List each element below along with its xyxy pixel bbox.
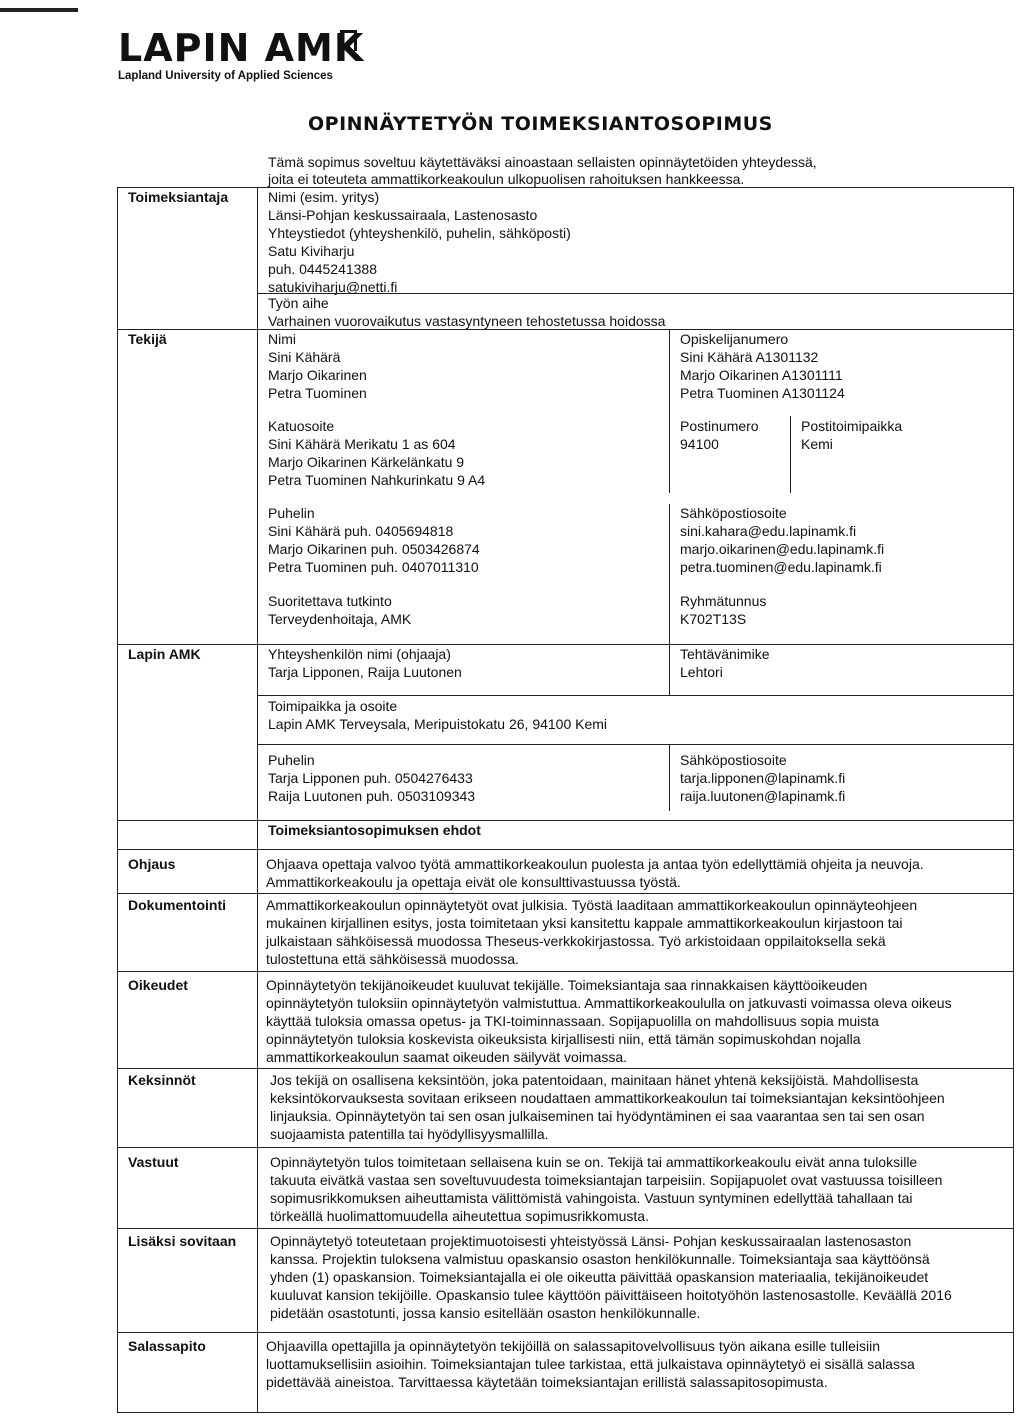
- supervisor-emails: Sähköpostiosoite tarja.lipponen@lapinamk.fi raija.luutonen@lapinamk.fi: [680, 752, 846, 804]
- lapin-amk-label: Lapin AMK: [128, 646, 201, 662]
- term-text-lisaksi-sovitaan: Opinnäytetyö toteutetaan projektimuotoisesti yhteistyössä Länsi- Pohjan keskussairaalan lastenosaston kanssa. Projektin tuloksena valmistuu opaskansio osaston henkilökunnalle. Toimeksiantaja saa käyttöönsä yhden (1) opaskansion. Toimeksiantajalla ei ole oikeutta päivittää opaskansion materiaalia, tekijänoikeudet kuuluvat kansion tekijöille. Opaskansio tulee käyttöön päivittäiseen hoitotyöhön lastenosastolle. Keväällä 2016 pidetään osastotunti, jossa kansio esitellään osaston henkilökunnalle.: [270, 1233, 952, 1321]
- term-text-dokumentointi: Ammattikorkeakoulun opinnäytetyöt ovat julkisia. Työstä laaditaan ammattikorkeakoulun opinnäyteohjeen mukainen kirjallinen esitys, josta toimitetaan yksi kansitettu kappale ammattikorkeakoulun kirjastoon tai julkaistaan sähköisessä muodossa Theseus-verkkokirjastossa. Työ arkistoidaan oppilaitoksella sekä tulostettuna että sähköisessä muodossa.: [266, 897, 918, 967]
- degree: Suoritettava tutkinto Terveydenhoitaja, AMK: [268, 593, 412, 627]
- term-text-keksinnot: Jos tekijä on osallisena keksintöön, joka patentoidaan, mainitaan hänet yhtenä keksijöistä. Mahdollisesta keksintökorvauksesta sovitaan erikseen noudattaen ammattikorkeakoulun tai toimeksiantajan keksintöohjeen linjauksia. Opinnäytetyön tai sen osan julkaiseminen tai hyödyntäminen ei saa vaarantaa sen tai sen osan suojaamista patentilla tai hyödyllisyysmallilla.: [270, 1072, 945, 1142]
- post-office: Postitoimipaikka Kemi: [801, 418, 903, 452]
- work-topic: Työn aihe Varhainen vuorovaikutus vastasyntyneen tehostetussa hoidossa: [268, 295, 666, 329]
- term-text-vastuut: Opinnäytetyön tulos toimitetaan sellaisena kuin se on. Tekijä tai ammattikorkeakoulu eivät anna tuloksille takuuta eivätkä vastaa sen soveltuvuudesta toimeksiantajan tarpeisiin. Sopijapuolet ovat vastuussa toisilleen sopimusrikkomuksen aiheuttamista välittömistä vahingoista. Vastuun syntyminen edellyttää tahallaan tai törkeällä huolimattomuudella aiheutettua sopimusrikkomusta.: [270, 1154, 943, 1224]
- job-title: Tehtävänimike Lehtori: [680, 646, 770, 680]
- author-emails: Sähköpostiosoite sini.kahara@edu.lapinamk.fi marjo.oikarinen@edu.lapinamk.fi petra.tuominen@edu.lapinamk.fi: [680, 505, 885, 575]
- student-numbers: Opiskelijanumero Sini Kähärä A1301132 Marjo Oikarinen A1301111 Petra Tuominen A1301124: [680, 331, 845, 401]
- term-label-keksinnot: Keksinnöt: [128, 1072, 196, 1088]
- logo-corner-mark: [340, 30, 357, 51]
- tekija-label: Tekijä: [128, 331, 167, 347]
- author-phones: Puhelin Sini Kähärä puh. 0405694818 Marjo Oikarinen puh. 0503426874 Petra Tuominen puh. 0407011310: [268, 505, 480, 575]
- term-label-vastuut: Vastuut: [128, 1154, 179, 1170]
- term-label-ohjaus: Ohjaus: [128, 856, 176, 872]
- street-addresses: Katuosoite Sini Kähärä Merikatu 1 as 604 Marjo Oikarinen Kärkelänkatu 9 Petra Tuominen Nahkurinkatu 9 A4: [268, 418, 486, 488]
- group-code: Ryhmätunnus K702T13S: [680, 593, 767, 627]
- term-label-oikeudet: Oikeudet: [128, 977, 188, 993]
- term-label-salassapito: Salassapito: [128, 1338, 206, 1354]
- term-text-salassapito: Ohjaavilla opettajilla ja opinnäytetyön tekijöillä on salassapitovelvollisuus työn aikana esille tulleisiin luottamuksellisiin asioihin. Toimeksiantajan tulee tarkistaa, että julkaistava opinnäytetyö ei sisällä salassa pidettävää aineistoa. Tarvittaessa käytetään toimeksiantajan erillistä salassapitosopimusta.: [266, 1338, 915, 1390]
- term-label-dokumentointi: Dokumentointi: [128, 897, 226, 913]
- document-title: OPINNÄYTETYÖN TOIMEKSIANTOSOPIMUS: [308, 113, 773, 135]
- supervisor-contact: Yhteyshenkilön nimi (ohjaaja) Tarja Lipponen, Raija Luutonen: [268, 646, 462, 680]
- office-address: Toimipaikka ja osoite Lapin AMK Terveysala, Meripuistokatu 26, 94100 Kemi: [268, 698, 608, 732]
- logo-subtitle: Lapland University of Applied Sciences: [118, 70, 333, 82]
- lapin-amk-logo: [118, 26, 364, 82]
- author-names: Nimi Sini Kähärä Marjo Oikarinen Petra Tuominen: [268, 331, 367, 401]
- term-label-lisaksi-sovitaan: Lisäksi sovitaan: [128, 1233, 237, 1249]
- term-text-ohjaus: Ohjaava opettaja valvoo työtä ammattikorkeakoulun puolesta ja antaa työn edellyttämiä ohjeita ja neuvoja. Ammattikorkeakoulu ja opettaja eivät ole konsulttivastuussa työstä.: [266, 856, 924, 890]
- postal-code: Postinumero 94100: [680, 418, 759, 452]
- term-text-oikeudet: Opinnäytetyön tekijänoikeudet kuuluvat tekijälle. Toimeksiantaja saa rinnakkaisen käyttöoikeuden opinnäytetyön tuloksiin opinnäytetyön valmistuttua. Ammattikorkeakoululla on jatkuvasti voimassa oleva oikeus käyttää tuloksia omassa opetus- ja TKI-toiminnassaan. Sopijapuolilla on mahdollisuus sopia muista opinnäytetyön tuloksia koskevista oikeuksista kirjallisesti niin, että tämän sopimuskohdan nojalla ammattikorkeakoulun saamat oikeuden säilyvät voimassa.: [266, 977, 952, 1065]
- toimeksiantaja-label: Toimeksiantaja: [128, 189, 229, 205]
- intro-text: Tämä sopimus soveltuu käytettäväksi ainoastaan sellaisten opinnäytetöiden yhteydessä, joita ei toteuteta ammattikorkeakoulun ulkopuolisen rahoituksen hankkeessa.: [268, 154, 817, 187]
- scan-artifact: [0, 8, 78, 12]
- supervisor-phones: Puhelin Tarja Lipponen puh. 0504276433 Raija Luutonen puh. 0503109343: [268, 752, 476, 804]
- terms-heading: Toimeksiantosopimuksen ehdot: [268, 822, 481, 838]
- logo-wordmark: LAPIN AMK: [118, 26, 365, 70]
- toimeksiantaja-details: Nimi (esim. yritys) Länsi-Pohjan keskussairaala, Lastenosasto Yhteystiedot (yhteyshenkilö, puhelin, sähköposti) Satu Kiviharju puh. 0445241388 satukiviharju@netti.fi: [268, 189, 571, 295]
